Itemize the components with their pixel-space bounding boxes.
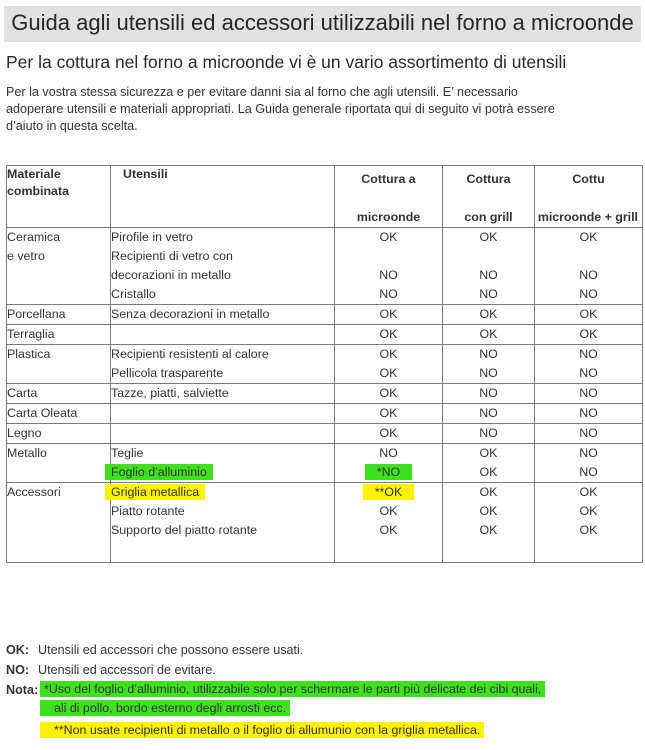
highlighted-text: Foglio d’alluminio: [105, 464, 213, 480]
cell-line: NO: [579, 268, 598, 282]
cottura-combinata-cell: [535, 444, 643, 483]
cell-line: OK: [379, 426, 398, 440]
legend-no: [6, 663, 216, 677]
header-cottura-microonde: [335, 166, 443, 228]
cottura-grill-cell: [443, 384, 535, 404]
utensili-cell: [111, 345, 335, 384]
cell-line: OK: [579, 485, 598, 499]
cottura-microonde-cell: [335, 325, 443, 345]
header-top-label: Cottura a: [361, 172, 416, 186]
cell-line: OK: [479, 307, 498, 321]
cell-line: Recipienti resistenti al calore: [111, 347, 269, 361]
cell-line: NO: [479, 347, 498, 361]
cell-line: Pirofile in vetro: [111, 230, 193, 244]
cell-line: NO: [479, 287, 498, 301]
cell-line: decorazioni in metallo: [111, 268, 231, 282]
cell-line: OK: [479, 504, 498, 518]
cell-line: [111, 483, 334, 502]
header-bottom-label: con grill: [464, 210, 513, 224]
cell-line: OK: [379, 307, 398, 321]
highlighted-text: **OK: [363, 484, 415, 500]
intro-line: adoperare utensili e materiali appropriati. La Guida generale riportata qui di seguito vi potrà essere: [6, 102, 555, 116]
cell-line: [7, 463, 110, 482]
cell-line: Cristallo: [111, 287, 156, 301]
cell-line: NO: [479, 426, 498, 440]
cell-line: NO: [379, 268, 398, 282]
cell-line: OK: [579, 327, 598, 341]
cell-line: OK: [379, 230, 398, 244]
utensili-cell: [111, 483, 335, 563]
cell-line: Metallo: [7, 446, 47, 460]
cell-line: OK: [379, 347, 398, 361]
cell-line: Pellicola trasparente: [111, 366, 224, 380]
cottura-microonde-cell: [335, 444, 443, 483]
header-utensili: Utensili: [111, 166, 335, 228]
cell-line: Terraglia: [7, 327, 55, 341]
materiale-cell: [7, 325, 111, 345]
cell-line: Supporto del piatto rotante: [111, 523, 258, 537]
cell-line: [111, 424, 334, 443]
cell-line: Porcellana: [7, 307, 66, 321]
header-materiale-line: combinata: [7, 184, 69, 198]
cottura-microonde-cell: [335, 305, 443, 325]
table-row: [7, 305, 643, 325]
note-metal-grill: **Non usate recipienti di metallo o il foglio di allumunio con la griglia metallica.: [40, 722, 484, 738]
table-row: [7, 345, 643, 384]
cell-line: NO: [579, 366, 598, 380]
header-bottom-label: microonde + grill: [537, 210, 638, 224]
legend-ok-text: Utensili ed accessori che possono essere usati.: [38, 643, 304, 657]
utensili-cell: [111, 305, 335, 325]
cell-line: [7, 502, 110, 521]
cell-line: [7, 285, 110, 304]
table-header-row: [7, 166, 643, 228]
intro-line: Per la vostra stessa sicurezza e per evitare danni sia al forno che agli utensili. E’ necessario: [6, 85, 518, 99]
legend-no-label: NO:: [6, 663, 30, 677]
table-row: [7, 384, 643, 404]
cell-line: [335, 463, 442, 482]
cell-line: NO: [479, 386, 498, 400]
materiale-cell: [7, 345, 111, 384]
cell-line: Carta Oleata: [7, 406, 78, 420]
legend-nota-label: Nota:: [6, 683, 39, 697]
cell-line: OK: [479, 485, 498, 499]
cottura-microonde-cell: [335, 424, 443, 444]
cell-line: NO: [379, 446, 398, 460]
cottura-combinata-cell: [535, 325, 643, 345]
cell-line: OK: [579, 307, 598, 321]
header-top-label: Cottura: [466, 172, 511, 186]
cell-line: NO: [479, 366, 498, 380]
cell-line: NO: [579, 347, 598, 361]
materiale-cell: [7, 424, 111, 444]
cottura-microonde-cell: [335, 483, 443, 563]
cell-line: OK: [479, 465, 498, 479]
cell-line: NO: [579, 287, 598, 301]
table-row: [7, 325, 643, 345]
cell-line: OK: [579, 504, 598, 518]
cell-line: [7, 364, 110, 383]
cottura-combinata-cell: [535, 384, 643, 404]
cell-line: OK: [379, 366, 398, 380]
cell-line: [335, 483, 442, 502]
cottura-grill-cell: [443, 483, 535, 563]
materiale-cell: [7, 483, 111, 563]
cell-line: Ceramica: [7, 230, 61, 244]
cottura-grill-cell: [443, 325, 535, 345]
cell-line: Carta: [7, 386, 38, 400]
utensili-cell: [111, 444, 335, 483]
table-row: [7, 404, 643, 424]
cell-line: OK: [379, 327, 398, 341]
table-row: [7, 483, 643, 563]
cell-line: Accessori: [7, 485, 61, 499]
highlighted-text: Griglia metallica: [105, 484, 205, 500]
utensili-cell: [111, 384, 335, 404]
cell-line: NO: [379, 287, 398, 301]
cell-line: Recipienti di vetro con: [111, 249, 233, 263]
cell-line: Piatto rotante: [111, 504, 185, 518]
cell-line: [7, 266, 110, 285]
cell-line: Senza decorazioni in metallo: [111, 307, 270, 321]
intro-line: d’aiuto in questa scelta.: [6, 119, 138, 133]
cottura-grill-cell: [443, 424, 535, 444]
cell-line: [535, 247, 642, 266]
cottura-combinata-cell: [535, 305, 643, 325]
cell-line: Legno: [7, 426, 42, 440]
header-cottura-grill: [443, 166, 535, 228]
header-materiale-line: Materiale: [7, 167, 61, 181]
cell-line: Plastica: [7, 347, 51, 361]
cottura-microonde-cell: [335, 384, 443, 404]
utensili-cell: [111, 424, 335, 444]
cell-line: [111, 404, 334, 423]
page-title: Guida agli utensili ed accessori utilizzabili nel forno a microonde: [11, 10, 634, 35]
header-materiale: [7, 166, 111, 228]
materiale-cell: [7, 404, 111, 424]
cell-line: OK: [579, 230, 598, 244]
cell-line: NO: [579, 426, 598, 440]
cell-line: [7, 521, 110, 540]
cell-line: [111, 463, 334, 482]
title-bar: [4, 6, 641, 42]
note-aluminium-foil: *Uso del foglio d’alluminio, utilizzabile solo per schermare le parti più delicate dei cibi quali,: [40, 681, 545, 697]
cell-line: Teglie: [111, 446, 144, 460]
page-subtitle: Per la cottura nel forno a microonde vi è un vario assortimento di utensili: [6, 52, 567, 72]
materiale-cell: [7, 384, 111, 404]
note-aluminium-foil-continued: ali di pollo, bordo esterno degli arrosti ecc.: [40, 700, 290, 716]
intro-paragraph: [6, 84, 638, 135]
cell-line: NO: [479, 406, 498, 420]
cell-line: OK: [379, 504, 398, 518]
cell-line: OK: [379, 386, 398, 400]
cottura-combinata-cell: [535, 483, 643, 563]
cottura-combinata-cell: [535, 345, 643, 384]
cell-line: [335, 247, 442, 266]
cell-line: OK: [579, 523, 598, 537]
cell-line: [443, 247, 534, 266]
cottura-microonde-cell: [335, 345, 443, 384]
cottura-grill-cell: [443, 345, 535, 384]
table-row: [7, 228, 643, 305]
cottura-grill-cell: [443, 228, 535, 305]
cottura-combinata-cell: [535, 404, 643, 424]
legend-ok: [6, 643, 303, 657]
cottura-grill-cell: [443, 305, 535, 325]
cell-line: OK: [479, 446, 498, 460]
table-row: [7, 424, 643, 444]
cell-line: OK: [479, 230, 498, 244]
cell-line: OK: [379, 523, 398, 537]
materiale-cell: [7, 228, 111, 305]
utensili-cell: [111, 228, 335, 305]
cottura-grill-cell: [443, 404, 535, 424]
cell-line: OK: [379, 406, 398, 420]
cottura-microonde-cell: [335, 228, 443, 305]
cottura-combinata-cell: [535, 228, 643, 305]
cell-line: e vetro: [7, 249, 45, 263]
legend-ok-label: OK:: [6, 643, 30, 657]
cottura-microonde-cell: [335, 404, 443, 424]
header-cottura-combinata: [535, 166, 643, 228]
table-row: [7, 444, 643, 483]
cottura-combinata-cell: [535, 424, 643, 444]
header-top-label: Cottu: [572, 172, 605, 186]
utensili-cell: [111, 325, 335, 345]
cell-line: Tazze, piatti, salviette: [111, 386, 229, 400]
cell-line: NO: [579, 406, 598, 420]
cell-line: NO: [579, 386, 598, 400]
cell-line: [111, 325, 334, 344]
utensili-cell: [111, 404, 335, 424]
header-bottom-label: microonde: [356, 210, 421, 224]
highlighted-text: *NO: [365, 464, 412, 480]
cell-line: NO: [579, 446, 598, 460]
cell-line: NO: [479, 268, 498, 282]
legend-no-text: Utensili ed accessori de evitare.: [38, 663, 216, 677]
cell-line: OK: [479, 327, 498, 341]
cell-line: OK: [479, 523, 498, 537]
cell-line: NO: [579, 465, 598, 479]
materiale-cell: [7, 444, 111, 483]
cottura-grill-cell: [443, 444, 535, 483]
utensils-table: [6, 165, 643, 563]
materiale-cell: [7, 305, 111, 325]
